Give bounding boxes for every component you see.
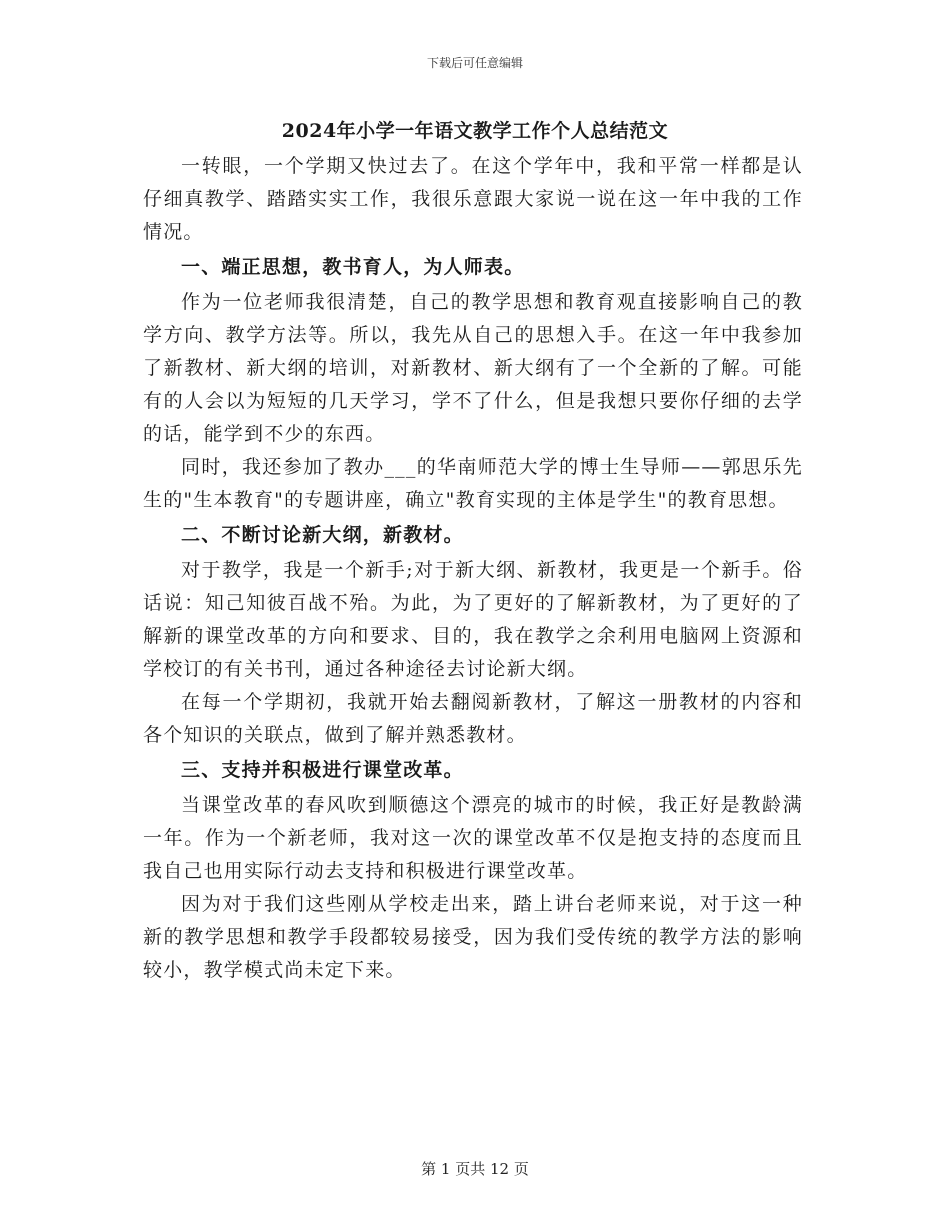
- section-2-paragraph-2: 在每一个学期初，我就开始去翻阅新教材，了解这一册教材的内容和各个知识的关联点，做到了解并熟悉教材。: [143, 691, 803, 746]
- section-1-paragraph-1: 作为一位老师我很清楚，自己的教学思想和教育观直接影响自己的教学方向、教学方法等。所以，我先从自己的思想入手。在这一年中我参加了新教材、新大纲的培训，对新教材、新大纲有了一个全新的了解。可能有的人会以为短短的几天学习，学不了什么，但是我想只要你仔细的去学的话，能学到不少的东西。: [143, 291, 803, 445]
- section-1-heading: 一、端正思想，教书育人，为人师表。: [181, 256, 525, 278]
- section-2-heading: 二、不断讨论新大纲，新教材。: [181, 524, 464, 546]
- section-3-paragraph-2: 因为对于我们这些刚从学校走出来，踏上讲台老师来说，对于这一种新的教学思想和教学手段都较易接受，因为我们受传统的教学方法的影响较小，教学模式尚未定下来。: [143, 893, 803, 981]
- section-3-paragraph-1: 当课堂改革的春风吹到顺德这个漂亮的城市的时候，我正好是教龄满一年。作为一个新老师，我对这一次的课堂改革不仅是抱支持的态度而且我自己也用实际行动去支持和积极进行课堂改革。: [143, 794, 803, 882]
- section-1-paragraph-2: 同时，我还参加了教办___的华南师范大学的博士生导师——郭思乐先生的"生本教育"的专题讲座，确立"教育实现的主体是学生"的教育思想。: [143, 456, 803, 511]
- section-3-heading: 三、支持并积极进行课堂改革。: [181, 759, 464, 781]
- section-2-paragraph-1: 对于教学，我是一个新手;对于新大纲、新教材，我更是一个新手。俗话说：知己知彼百战不殆。为此，为了更好的了解新教材，为了更好的了解新的课堂改革的方向和要求、目的，我在教学之余利用电脑网上资源和学校订的有关书刊，通过各种途径去讨论新大纲。: [143, 559, 803, 680]
- intro-paragraph: 一转眼，一个学期又快过去了。在这个学年中，我和平常一样都是认仔细真教学、踏踏实实工作，我很乐意跟大家说一说在这一年中我的工作情况。: [143, 155, 803, 243]
- page-header-note: 下载后可任意编辑: [426, 56, 523, 70]
- page-number: 第 1 页共 12 页: [421, 1160, 529, 1178]
- document-body: [143, 150, 803, 987]
- document-title: 2024年小学一年语文教学工作个人总结范文: [281, 120, 669, 142]
